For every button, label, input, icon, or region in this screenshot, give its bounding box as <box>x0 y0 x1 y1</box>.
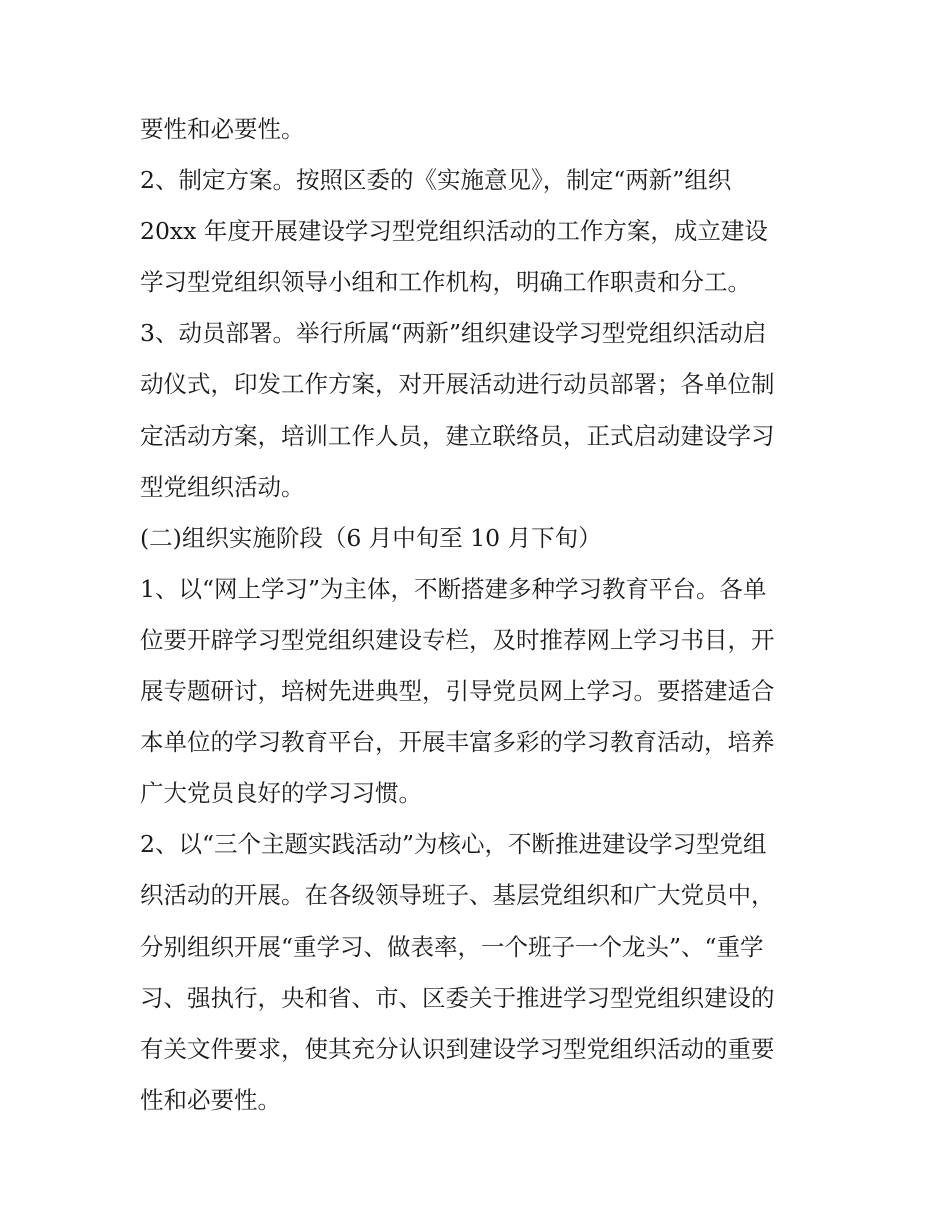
text-line: 2、以“三个主题实践活动”为核心，不断推进建设学习型党组 <box>140 830 767 859</box>
text-line: 广大党员良好的学习习惯。 <box>140 779 422 808</box>
text-line: 2、制定方案。按照区委的《实施意见》，制定“两新”组织 <box>140 166 732 195</box>
text-line: 型党组织活动。 <box>140 472 305 501</box>
text-line: 有关文件要求，使其充分认识到建设学习型党组织活动的重要 <box>140 1034 775 1063</box>
text-line: 20xx 年度开展建设学习型党组织活动的工作方案，成立建设 <box>140 217 768 246</box>
text-line: 学习型党组织领导小组和工作机构，明确工作职责和分工。 <box>140 268 751 297</box>
text-line: 习、强执行，央和省、市、区委关于推进学习型党组织建设的 <box>140 983 775 1012</box>
document-body <box>140 104 820 1126</box>
text-line: 性和必要性。 <box>140 1085 281 1114</box>
text-line: 展专题研讨，培树先进典型，引导党员网上学习。要搭建适合 <box>140 677 775 706</box>
text-line: 动仪式，印发工作方案，对开展活动进行动员部署；各单位制 <box>140 370 775 399</box>
text-line: 1、以“网上学习”为主体，不断搭建多种学习教育平台。各单 <box>140 574 767 603</box>
text-line: 定活动方案，培训工作人员，建立联络员，正式启动建设学习 <box>140 421 775 450</box>
section-heading: (二)组织实施阶段（6 月中旬至 10 月下旬） <box>140 523 602 552</box>
text-line: 3、动员部署。举行所属“两新”组织建设学习型党组织活动启 <box>140 319 767 348</box>
text-line: 织活动的开展。在各级领导班子、基层党组织和广大党员中， <box>140 881 775 910</box>
text-line: 位要开辟学习型党组织建设专栏，及时推荐网上学习书目，开 <box>140 625 775 654</box>
text-line: 要性和必要性。 <box>140 115 305 143</box>
text-line: 分别组织开展“重学习、做表率，一个班子一个龙头”、“重学 <box>140 932 764 961</box>
text-line: 本单位的学习教育平台，开展丰富多彩的学习教育活动，培养 <box>140 728 775 757</box>
